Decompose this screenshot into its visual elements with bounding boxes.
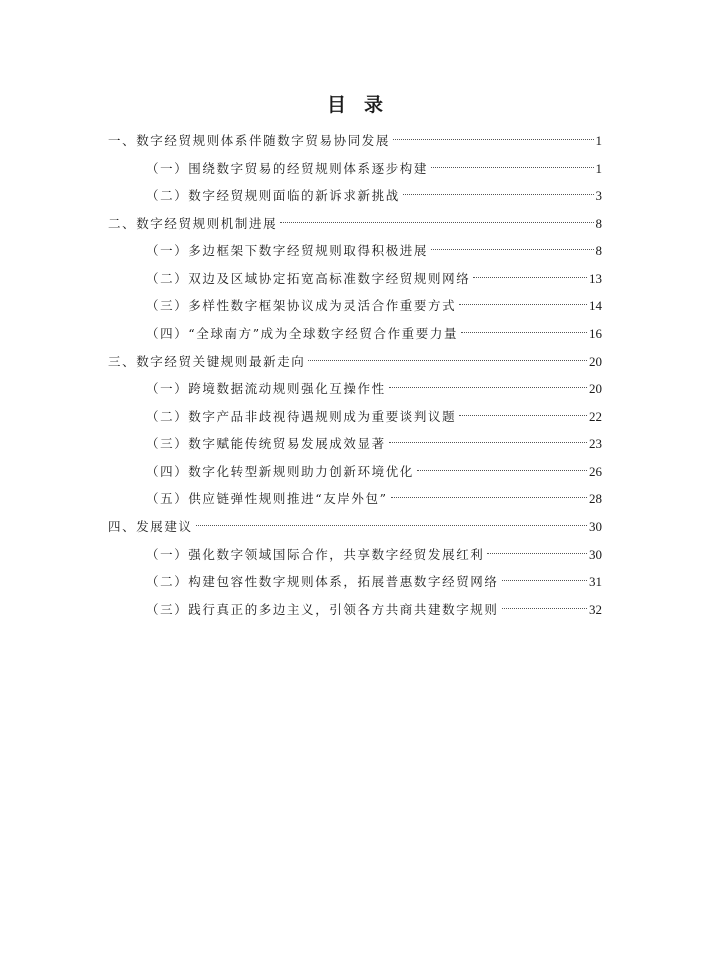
toc-dot-leader bbox=[487, 539, 587, 559]
toc-entry-label: （二）数字产品非歧视待遇规则成为重要谈判议题 bbox=[146, 409, 457, 424]
toc-entry-label: （一）跨境数据流动规则强化互操作性 bbox=[146, 381, 386, 396]
toc-dot-leader bbox=[502, 594, 587, 614]
toc-entry-label: 二、数字经贸规则机制进展 bbox=[108, 216, 278, 231]
toc-page-number: 20 bbox=[589, 381, 602, 396]
toc-dot-leader bbox=[389, 428, 587, 448]
toc-entry-label: （三）数字赋能传统贸易发展成效显著 bbox=[146, 436, 386, 451]
toc-subsection-entry[interactable] bbox=[146, 235, 602, 258]
toc-entry-label: 三、数字经贸关键规则最新走向 bbox=[108, 354, 306, 369]
toc-dot-leader bbox=[459, 401, 587, 421]
toc-page-number: 31 bbox=[589, 574, 602, 589]
toc-page-number: 1 bbox=[595, 161, 602, 176]
toc-subsection-entry[interactable] bbox=[146, 153, 602, 176]
toc-subsection-entry[interactable] bbox=[146, 428, 602, 451]
page-title-char-1: 目 bbox=[326, 94, 346, 116]
toc-page-number: 8 bbox=[595, 243, 602, 258]
toc-entry-label: （四）“全球南方”成为全球数字经贸合作重要力量 bbox=[146, 326, 459, 341]
toc-dot-leader bbox=[403, 180, 594, 200]
toc-dot-leader bbox=[308, 346, 587, 366]
toc-entry-label: （三）多样性数字框架协议成为灵活合作重要方式 bbox=[146, 298, 457, 313]
toc-page-number: 23 bbox=[589, 436, 602, 451]
toc-page-number: 1 bbox=[595, 133, 602, 148]
toc-section-entry[interactable] bbox=[108, 511, 602, 534]
toc-dot-leader bbox=[389, 373, 587, 393]
toc-subsection-entry[interactable] bbox=[146, 539, 602, 562]
toc-entry-label: （一）强化数字领域国际合作，共享数字经贸发展红利 bbox=[146, 547, 485, 562]
toc-subsection-entry[interactable] bbox=[146, 483, 602, 506]
toc-entry-label: （五）供应链弹性规则推进“友岸外包” bbox=[146, 491, 388, 506]
toc-entry-label: （二）数字经贸规则面临的新诉求新挑战 bbox=[146, 188, 400, 203]
toc-dot-leader bbox=[280, 208, 593, 228]
toc-section-entry[interactable] bbox=[108, 346, 602, 369]
toc-page-number: 30 bbox=[589, 519, 602, 534]
toc-subsection-entry[interactable] bbox=[146, 401, 602, 424]
toc-dot-leader bbox=[459, 290, 587, 310]
page-title bbox=[0, 93, 710, 117]
toc-dot-leader bbox=[417, 456, 587, 476]
toc-dot-leader bbox=[502, 566, 587, 586]
toc-entry-label: （三）践行真正的多边主义，引领各方共商共建数字规则 bbox=[146, 602, 499, 617]
toc-section-entry[interactable] bbox=[108, 125, 602, 148]
toc-subsection-entry[interactable] bbox=[146, 594, 602, 617]
toc-page-number: 22 bbox=[589, 409, 602, 424]
toc-page-number: 28 bbox=[589, 491, 602, 506]
toc-page-number: 32 bbox=[589, 602, 602, 617]
toc-page-number: 13 bbox=[589, 271, 602, 286]
toc-page-number: 8 bbox=[595, 216, 602, 231]
toc-dot-leader bbox=[461, 318, 587, 338]
toc-entry-label: 一、数字经贸规则体系伴随数字贸易协同发展 bbox=[108, 133, 391, 148]
toc-dot-leader bbox=[431, 153, 593, 173]
toc-dot-leader bbox=[393, 125, 593, 145]
toc-subsection-entry[interactable] bbox=[146, 318, 602, 341]
toc-entry-label: （一）多边框架下数字经贸规则取得积极进展 bbox=[146, 243, 429, 258]
toc-entry-label: （四）数字化转型新规则助力创新环境优化 bbox=[146, 464, 414, 479]
toc-section-entry[interactable] bbox=[108, 208, 602, 231]
toc-page-number: 20 bbox=[589, 354, 602, 369]
toc-entry-label: （一）围绕数字贸易的经贸规则体系逐步构建 bbox=[146, 161, 429, 176]
toc-dot-leader bbox=[431, 235, 593, 255]
toc-page-number: 16 bbox=[589, 326, 602, 341]
toc-page-number: 14 bbox=[589, 298, 602, 313]
toc-page-number: 30 bbox=[589, 547, 602, 562]
page-title-char-2: 录 bbox=[364, 94, 384, 116]
toc-page-number: 3 bbox=[595, 188, 602, 203]
toc-subsection-entry[interactable] bbox=[146, 180, 602, 203]
toc-subsection-entry[interactable] bbox=[146, 263, 602, 286]
toc-page-number: 26 bbox=[589, 464, 602, 479]
toc-subsection-entry[interactable] bbox=[146, 456, 602, 479]
toc-dot-leader bbox=[473, 263, 587, 283]
toc-entry-label: （二）构建包容性数字规则体系，拓展普惠数字经贸网络 bbox=[146, 574, 499, 589]
toc-entry-label: 四、发展建议 bbox=[108, 519, 193, 534]
toc-entry-label: （二）双边及区域协定拓宽高标准数字经贸规则网络 bbox=[146, 271, 471, 286]
toc-subsection-entry[interactable] bbox=[146, 290, 602, 313]
toc-dot-leader bbox=[391, 483, 587, 503]
toc-subsection-entry[interactable] bbox=[146, 373, 602, 396]
toc-dot-leader bbox=[196, 511, 587, 531]
toc-subsection-entry[interactable] bbox=[146, 566, 602, 589]
